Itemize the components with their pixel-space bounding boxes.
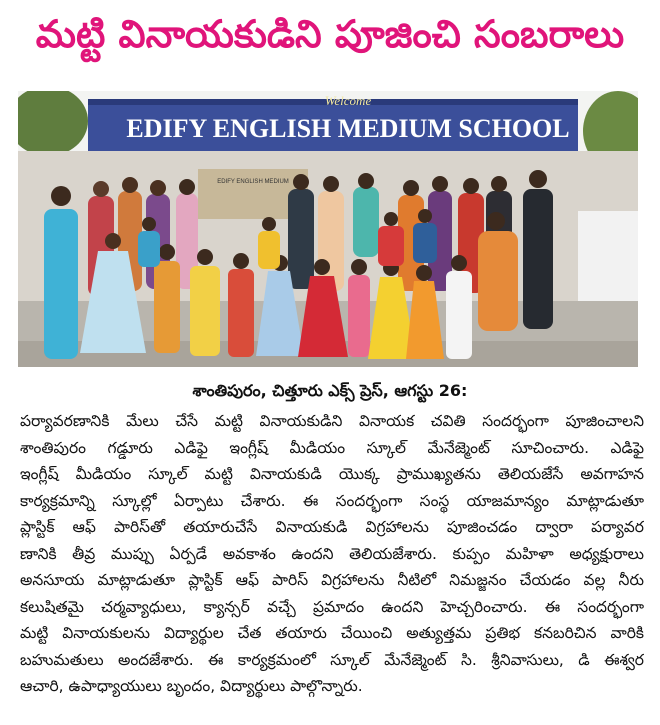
article-line: ప్లాస్టిక్ ఆఫ్ పారిస్‌తో తయారుచేసే వినాయకుడి విగ్రహాలను పూజించడం ద్వారా పర్యావర (20, 518, 644, 536)
article-line: కలుషితమై చర్మవ్యాధులు, క్యాన్సర్ వచ్చే ప్రమాదం ఉందని హెచ్చరించారు. ఈ సందర్భంగా (20, 597, 644, 616)
article-line: అనసూయ మాట్లాడుతూ ప్లాస్టిక్ ఆఫ్ పారిస్ విగ్రహాలను నీటిలో నిమజ్జనం చేయడం వల్ల నీరు (20, 571, 644, 589)
article-body (20, 408, 644, 700)
news-photo (18, 91, 638, 367)
headline: మట్టి వినాయకుడిని పూజించి సంబరాలు (35, 12, 625, 56)
article-line: శాంతిపురం గడ్డూరు ఎడిఫై ఇంగ్లీష్ మీడియం స్కూల్ మేనేజ్మెంట్ సూచించారు. ఎడిఫై (20, 438, 644, 457)
article-line: ఇంగ్లీష్ మీడియం స్కూల్ మట్టి వినాయకుడి యొక్క ప్రాముఖ్యతను తెలియజేసే అవగాహన (20, 465, 644, 483)
article-line: కార్యక్రమాన్ని స్కూల్లో ఏర్పాటు చేశారు. ఈ సందర్భంగా సంస్థ యాజమాన్యం మాట్లాడుతూ (20, 491, 644, 510)
banner-welcome: Welcome (324, 93, 372, 108)
dateline: శాంతిపురం, చిత్తూరు ఎక్స్ ప్రెస్, ఆగస్టు 26: (192, 381, 468, 400)
group-photo-illustration (18, 91, 638, 367)
article-line: పర్యావరణానికి మేలు చేసే మట్టి వినాయకుడిని వినాయక చవితి సందర్భంగా పూజించాలని (20, 412, 644, 430)
article-line: బహుమతులు అందజేశారు. ఈ కార్యక్రమంలో స్కూల్ మేనేజ్మెంట్ సి. శ్రీనివాసులు, డి ఈశ్వర (20, 650, 644, 669)
banner-school-name: EDIFY ENGLISH MEDIUM SCHOOL (126, 114, 570, 143)
article-line: ఆచారి, ఉపాధ్యాయులు బృందం, విద్యార్థులు పాల్గొన్నారు. (20, 677, 363, 695)
article-line: ణానికి తీవ్ర ముప్పు ఏర్పడే అవకాశం ఉందని తెలియజేశారు. కుప్పం మహిళా అధ్యక్షురాలు (20, 544, 644, 563)
article-line: మట్టి వినాయకులను విద్యార్థుల చేత తయారు చేయించి అత్యుత్తమ ప్రతిభ కనబరిచిన వారికి (20, 624, 644, 642)
board-text: EDIFY ENGLISH MEDIUM (217, 179, 289, 185)
